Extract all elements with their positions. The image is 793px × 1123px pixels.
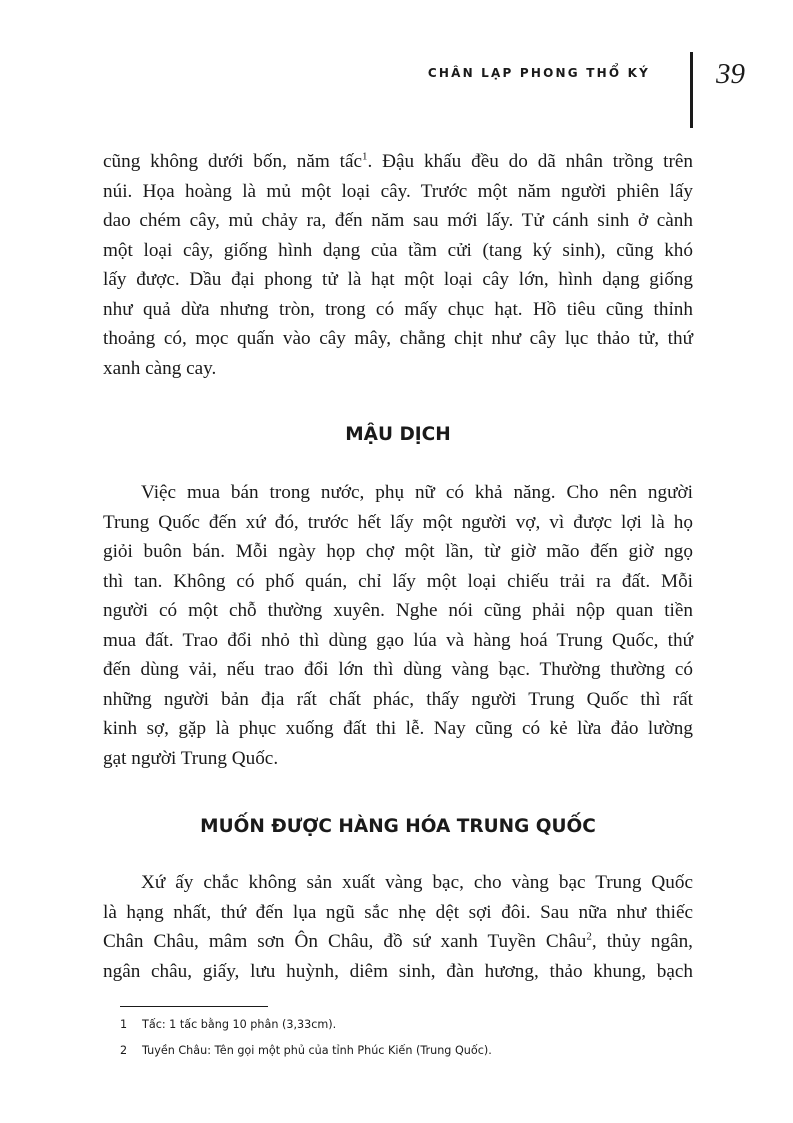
text-line: mua đất. Trao đổi nhỏ thì dùng gạo lúa và hàng hoá Trung Quốc, thứ: [103, 629, 693, 651]
footnote-2: [120, 1044, 492, 1057]
text-line: gạt người Trung Quốc.: [103, 747, 279, 769]
text-line: đến dùng vải, nếu trao đổi lớn thì dùng vàng bạc. Thường thường có: [103, 659, 693, 680]
text-line: núi. Họa hoàng là mủ một loại cây. Trước một năm người phiên lấy: [103, 180, 693, 202]
text-line: một loại cây, giống hình dạng của tầm cửi (tang ký sinh), cũng khó: [103, 239, 693, 261]
opening-paragraph: [103, 147, 693, 383]
section-heading-goods: MUỐN ĐƯỢC HÀNG HÓA TRUNG QUỐC: [200, 816, 596, 837]
footnote-ref-1[interactable]: 1: [361, 150, 368, 163]
header-divider: [690, 52, 693, 128]
footnote-ref-2[interactable]: 2: [586, 930, 592, 943]
running-title: CHÂN LẠP PHONG THỔ KÝ: [427, 66, 650, 80]
text-line: cũng không dưới bốn, năm tấc$^1$. Đậu khấu đều do dã nhân trồng trên: [103, 150, 693, 172]
footnote-divider: [120, 1006, 268, 1007]
trade-paragraph: [103, 478, 693, 773]
footnote-1: [120, 1018, 336, 1031]
text-line: người có một chỗ thường xuyên. Nghe nói cũng phải nộp quan tiền: [103, 600, 693, 621]
text-line: là hạng nhất, thứ đến lụa ngũ sắc nhẹ dệt sợi đôi. Sau nữa như thiếc: [103, 901, 693, 923]
text-line: kinh sợ, gặp là phục xuống đất thi lễ. Nay cũng có kẻ lừa đảo lường: [103, 718, 693, 739]
goods-paragraph: [103, 868, 693, 986]
text-line: xanh càng cay.: [103, 357, 217, 379]
text-line: như quả dừa nhưng tròn, trong có mấy chục hạt. Hồ tiêu cũng thỉnh: [103, 298, 693, 320]
page-number: 39: [716, 58, 745, 90]
text-line: Chân Châu, mâm sơn Ôn Châu, đồ sứ xanh Tuyền Châu$^2$, thủy ngân,: [103, 930, 693, 952]
text-line: thoảng có, mọc quấn vào cây mây, chằng chịt như cây lục thảo tử, thứ: [103, 328, 693, 349]
text-line: thì tan. Không có phố quán, chỉ lấy một loại chiếu trải ra đất. Mỗi: [103, 570, 693, 592]
text-line: dao chém cây, mủ chảy ra, đến năm sau mới lấy. Tử cánh sinh ở cành: [103, 210, 693, 231]
text-line: lấy được. Dầu đại phong tử là hạt một loại cây lớn, hình dạng giống: [103, 269, 693, 290]
text-line: Trung Quốc đến xứ đó, trước hết lấy một người vợ, vì được lợi là họ: [103, 511, 693, 533]
footnote-text: Tấc: 1 tấc bằng 10 phân (3,33cm).: [142, 1018, 337, 1031]
text-line: Việc mua bán trong nước, phụ nữ có khả năng. Cho nên người: [141, 482, 693, 503]
footnote-number: 1: [120, 1018, 128, 1031]
text-line: Xứ ấy chắc không sản xuất vàng bạc, cho vàng bạc Trung Quốc: [141, 872, 693, 893]
footnote-text: Tuyền Châu: Tên gọi một phủ của tỉnh Phúc Kiến (Trung Quốc).: [142, 1044, 492, 1057]
text-line: những người bản địa rất chất phác, thấy người Trung Quốc thì rất: [103, 688, 693, 710]
section-heading-trade: MẬU DỊCH: [345, 424, 451, 445]
text-line: ngân châu, giấy, lưu huỳnh, diêm sinh, đàn hương, thảo khung, bạch: [103, 960, 693, 982]
text-line: giỏi buôn bán. Mỗi ngày họp chợ một lần, từ giờ mão đến giờ ngọ: [103, 541, 693, 562]
footnote-number: 2: [120, 1044, 128, 1057]
